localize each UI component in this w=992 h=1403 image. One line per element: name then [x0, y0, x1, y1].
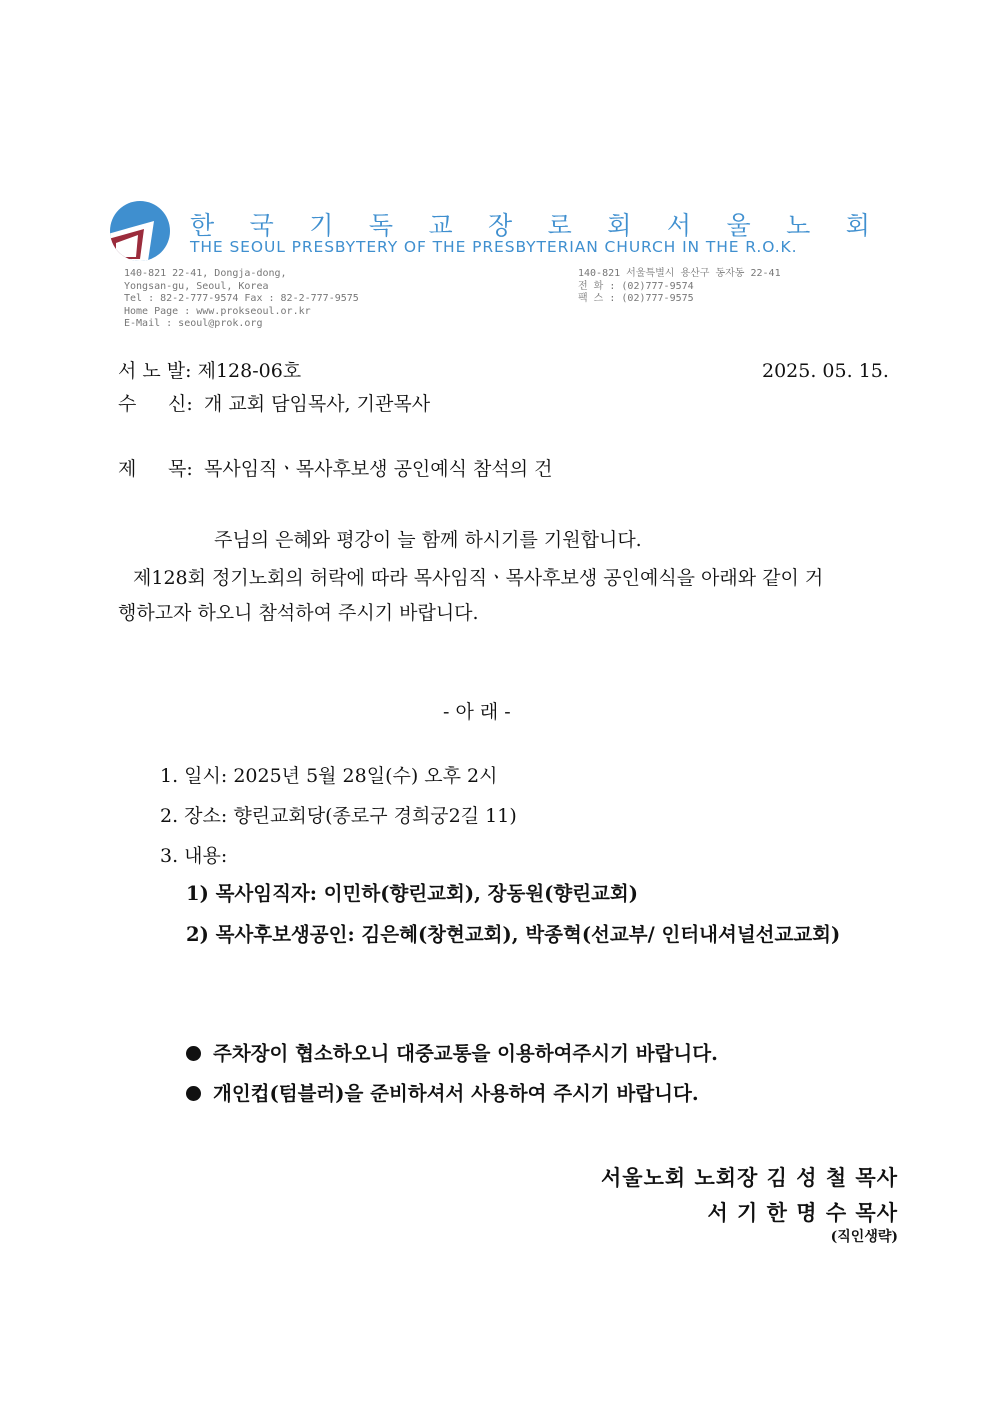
note-parking: [186, 1042, 718, 1066]
org-name-char: 울: [726, 211, 751, 240]
address-line: Home Page : www.prokseoul.or.kr: [124, 305, 311, 317]
org-name-char: 국: [249, 211, 274, 240]
address-line: 140-821 서울특별시 용산구 동자동 22-41: [578, 268, 781, 279]
address-line: 전 화 : (02)777-9574: [578, 280, 694, 292]
org-name-char: 로: [547, 211, 572, 240]
org-name-char: 독: [368, 211, 393, 240]
address-line: 140-821 22-41, Dongja-dong,: [124, 268, 287, 279]
recipient-value: 개 교회 담임목사, 기관목사: [204, 393, 431, 415]
subject-label-2: 목:: [168, 458, 193, 480]
details-heading: - 아 래 -: [443, 701, 511, 723]
org-name-char: 한: [190, 211, 215, 240]
note-text: 주차장이 협소하오니 대중교통을 이용하여주시기 바랍니다.: [213, 1042, 718, 1065]
address-line: E-Mail : seoul@prok.org: [124, 318, 263, 329]
signature-moderator: 서울노회 노회장 김 성 철 목사: [601, 1165, 898, 1190]
org-name-char: 교: [428, 211, 453, 240]
subject-label-1: 제: [118, 458, 137, 480]
bullet-icon: [186, 1046, 201, 1061]
org-name-english: THE SEOUL PRESBYTERY OF THE PRESBYTERIAN CHURCH IN THE R.O.K.: [190, 238, 798, 256]
document-number-label: 서 노 발:: [118, 360, 192, 382]
subject-value: 목사임직ㆍ목사후보생 공인예식 참석의 건: [204, 458, 553, 480]
org-name-char: 회: [607, 211, 632, 240]
org-name-char: 기: [309, 211, 334, 240]
detail-date: 1. 일시: 2025년 5월 28일(수) 오후 2시: [160, 765, 498, 787]
bullet-icon: [186, 1086, 201, 1101]
detail-ordinands: 1) 목사임직자: 이민하(향린교회), 장동원(향린교회): [186, 882, 638, 905]
org-name-char: 장: [488, 211, 513, 240]
address-english: [124, 268, 359, 331]
recipient: [118, 392, 430, 416]
document-number: [118, 359, 301, 383]
signature-clerk: 서 기 한 명 수 목사: [707, 1200, 898, 1225]
detail-candidates: 2) 목사후보생공인: 김은혜(창현교회), 박종혁(선교부/ 인터내셔널선교교회): [186, 923, 841, 946]
recipient-label-2: 신:: [168, 393, 193, 415]
detail-place: 2. 장소: 향린교회당(종로구 경희궁2길 11): [160, 805, 517, 827]
org-name-korean: [190, 206, 870, 242]
org-name-char: 회: [845, 211, 870, 240]
document-number-value: 제128-06호: [197, 360, 302, 382]
address-line: Tel : 82-2-777-9574 Fax : 82-2-777-9575: [124, 293, 359, 304]
org-name-char: 서: [666, 211, 692, 240]
seal-omitted-note: (직인생략): [830, 1229, 898, 1245]
recipient-label-1: 수: [118, 393, 137, 415]
paragraph-line-2: 행하고자 하오니 참석하여 주시기 바랍니다.: [118, 602, 479, 624]
presbytery-logo: [104, 201, 174, 261]
address-line: 팩 스 : (02)777-9575: [578, 293, 694, 304]
greeting: 주님의 은혜와 평강이 늘 함께 하시기를 기원합니다.: [214, 529, 642, 551]
paragraph-line-1: 제128회 정기노회의 허락에 따라 목사임직ㆍ목사후보생 공인예식을 아래와 같이 거: [133, 567, 824, 589]
note-tumbler: [186, 1082, 699, 1106]
org-name-char: 노: [786, 211, 811, 240]
subject: [118, 457, 553, 481]
note-text: 개인컵(텀블러)을 준비하셔서 사용하여 주시기 바랍니다.: [213, 1082, 699, 1105]
document-date: 2025. 05. 15.: [762, 360, 889, 382]
address-line: Yongsan-gu, Seoul, Korea: [124, 280, 269, 292]
detail-content: 3. 내용:: [160, 845, 228, 867]
address-korean: [578, 268, 781, 306]
